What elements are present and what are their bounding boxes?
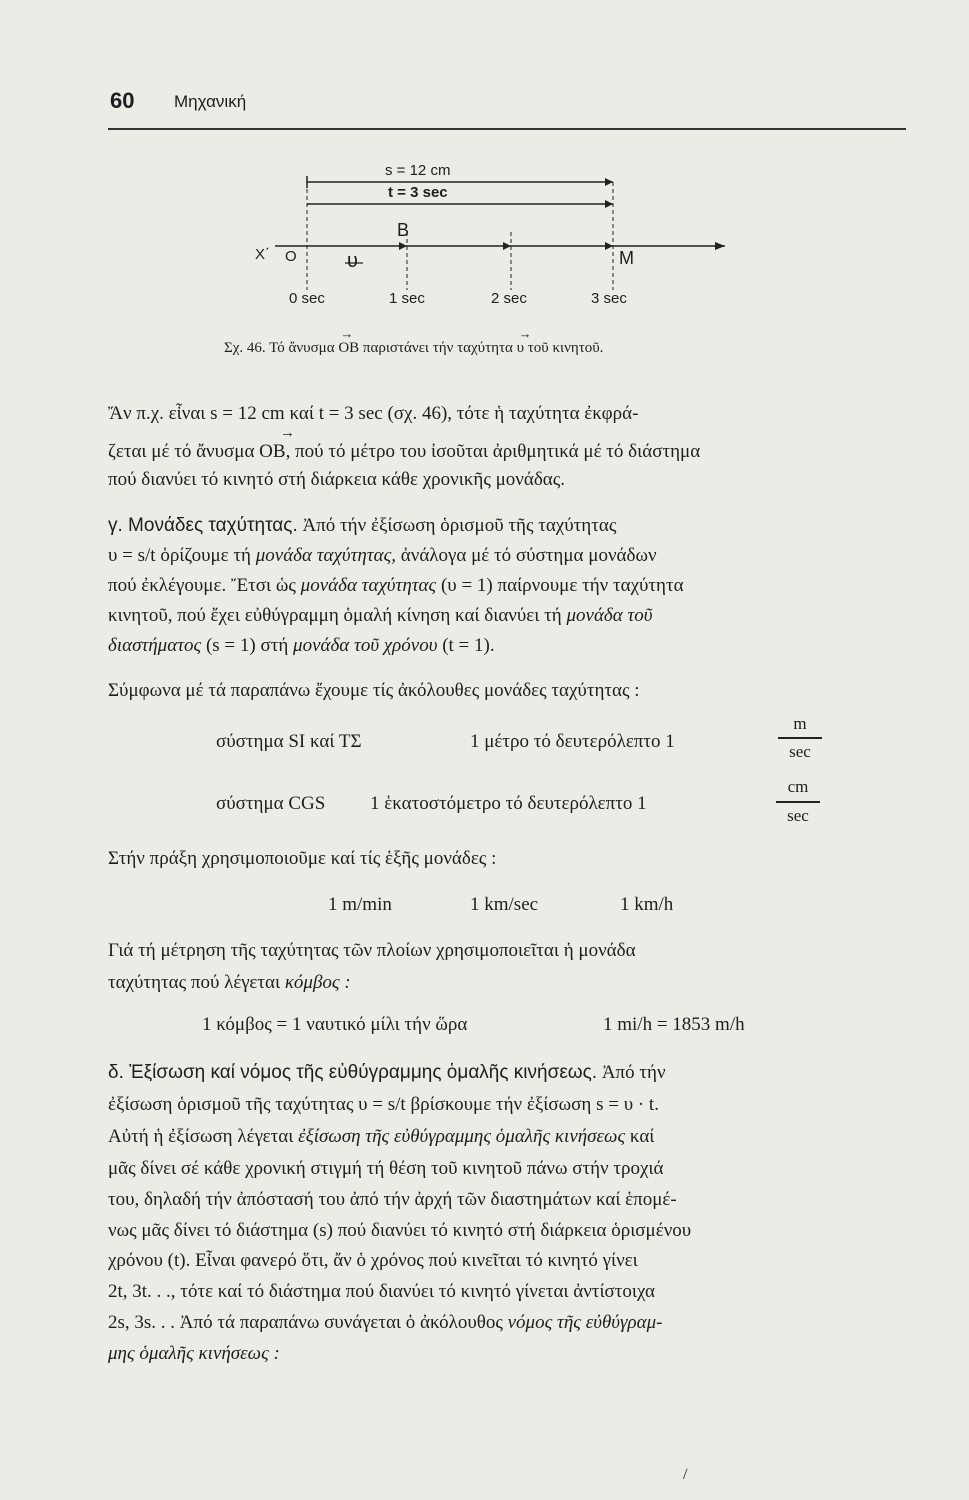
t-label: t = 3 sec — [388, 184, 448, 201]
x-prime-label: X΄ — [255, 246, 270, 263]
g-l2b: μονάδα ταχύτητας, — [255, 545, 397, 566]
section-g-line-4 — [108, 605, 906, 627]
ships-l2b: κόμβος : — [284, 972, 351, 993]
caption-suffix: τοῦ κινητοῦ. — [527, 340, 604, 356]
section-d-line-8: 2t, 3t. . ., τότε καί τό διάστημα πού διανύει τό κινητό γίνεται ἀντίστοιχα — [108, 1281, 656, 1302]
g-l4b: μονάδα τοῦ — [566, 605, 653, 626]
unit-km-h: 1 km/h — [620, 894, 674, 915]
figure-46 — [255, 160, 775, 320]
point-m-label: M — [619, 248, 634, 268]
segment-2-arrow-head — [503, 242, 511, 250]
caption-vector-ob: → OB — [338, 340, 359, 357]
section-d-line-2: ἐξίσωση ὁρισμοῦ τῆς ταχύτητας υ = s/t βρίσκουμε τήν ἐξίσωση s = υ · t. — [108, 1094, 659, 1115]
section-g-text-1: Ἀπό τήν ἐξίσωση ὁρισμοῦ τῆς ταχύτητας — [302, 515, 617, 536]
tick-0-label: 0 sec — [289, 290, 325, 307]
figure-caption — [224, 340, 603, 357]
si-system-label: σύστημα SI καί ΤΣ — [216, 731, 362, 752]
section-g-line-5 — [108, 635, 906, 657]
section-d-heading: δ. Ἐξίσωση καί νόμος τῆς εὐθύγραμμης ὁμαλῆς κινήσεως. — [108, 1062, 598, 1083]
caption-prefix: Σχ. 46. Τό ἄνυσμα — [224, 340, 335, 356]
d-l3c: καί — [625, 1126, 655, 1147]
g-l3a: πού ἐκλέγουμε. Ἔτσι ὡς — [108, 575, 301, 596]
tick-3-label: 3 sec — [591, 290, 627, 307]
g-l2a: υ = s/t ὁρίζουμε τή — [108, 545, 256, 566]
ships-l2a: ταχύτητας πού λέγεται — [108, 972, 285, 993]
unit-m-min: 1 m/min — [328, 894, 392, 915]
cgs-system-label: σύστημα CGS — [216, 793, 326, 814]
caption-middle: παριστάνει τήν ταχύτητα — [362, 340, 513, 356]
s-label: s = 12 cm — [385, 162, 451, 179]
section-d-line-10 — [108, 1343, 906, 1365]
d-l3a: Αὐτή ἡ ἐξίσωση λέγεται — [108, 1126, 299, 1147]
g-l5b: (s = 1) στή — [201, 635, 294, 656]
d-l10: μης ὁμαλῆς κινήσεως : — [108, 1343, 280, 1364]
page-number: 60 — [110, 88, 135, 113]
ob-arrow-head — [399, 242, 407, 250]
section-d-line-7: χρόνου (t). Εἶναι φανερό ὅτι, ἄν ὁ χρόνος πού κινεῖται τό κινητό γίνει — [108, 1250, 638, 1271]
point-b-label: B — [397, 220, 410, 240]
g-l3c: (υ = 1) παίρνουμε τήν ταχύτητα — [436, 575, 684, 596]
g-l3b: μονάδα ταχύτητας — [300, 575, 437, 596]
axis-arrow-head — [715, 242, 725, 250]
si-denominator: sec — [789, 742, 811, 761]
section-g-line-1 — [108, 515, 906, 537]
knot-conversion: 1 mi/h = 1853 m/h — [603, 1014, 745, 1035]
tick-1-label: 1 sec — [389, 290, 425, 307]
section-g-line-6: Σύμφωνα μέ τά παραπάνω ἔχουμε τίς ἀκόλουθες μονάδες ταχύτητας : — [108, 680, 640, 701]
tick-2-label: 2 sec — [491, 290, 527, 307]
unit-km-sec: 1 km/sec — [470, 894, 539, 915]
cgs-fraction-bar — [776, 801, 820, 803]
section-d-line-9 — [108, 1312, 906, 1334]
page-header — [108, 88, 906, 130]
section-d-line-5: του, δηλαδή τήν ἀπόστασή του ἀπό τήν ἀρχή τῶν διαστημάτων καί ἑπομέ- — [108, 1189, 677, 1210]
origin-label: O — [285, 248, 297, 265]
segment-3-arrow-head — [605, 242, 613, 250]
section-g-heading: γ. Μονάδες ταχύτητας. — [108, 515, 298, 536]
cgs-unit-name: 1 ἑκατοστόμετρο τό δευτερόλεπτο 1 — [370, 793, 647, 814]
running-title: Μηχανική — [174, 92, 247, 111]
section-g-line-2 — [108, 545, 906, 567]
p1-line-3: πού διανύει τό κινητό στή διάρκεια κάθε χρονικῆς μονάδας. — [108, 469, 566, 490]
p1-line-2: ζεται μέ τό ἄνυσμα ΟΒ, πού τό μέτρο του ἰσοῦται ἀριθμητικά μέ τό διάστημα — [108, 441, 701, 462]
knot-definition: 1 κόμβος = 1 ναυτικό μίλι τήν ὥρα — [202, 1014, 468, 1035]
cgs-numerator: cm — [787, 777, 809, 796]
g-l5a: διαστήματος — [108, 635, 202, 656]
d-l9a: 2s, 3s. . . Ἀπό τά παραπάνω συνάγεται ὁ ἀκόλουθος — [108, 1312, 508, 1333]
si-fraction-bar — [778, 737, 822, 739]
footer-mark: / — [683, 1466, 688, 1483]
g-l5c: μονάδα τοῦ χρόνου — [293, 635, 438, 656]
section-d-line-4: μᾶς δίνει σέ κάθε χρονική στιγμή τή θέση τοῦ κινητοῦ πάνω στήν τροχιά — [108, 1158, 664, 1179]
ships-line-2 — [108, 972, 906, 994]
s-arrow-head — [605, 178, 613, 186]
d-l3b: ἐξίσωση τῆς εὐθύγραμμης ὁμαλῆς κινήσεως — [298, 1126, 626, 1147]
section-g-line-3 — [108, 575, 906, 597]
section-d-line-1 — [108, 1062, 906, 1084]
section-d-line-3 — [108, 1126, 906, 1148]
si-unit-name: 1 μέτρο τό δευτερόλεπτο 1 — [470, 731, 675, 752]
d-l9b: νόμος τῆς εὐθύγραμ- — [507, 1312, 663, 1333]
practice-intro: Στήν πράξη χρησιμοποιοῦμε καί τίς ἑξῆς μονάδες : — [108, 848, 497, 869]
section-d-line-6: νως μᾶς δίνει τό διάστημα (s) πού διανύει τό κινητό στή διάρκεια ὁρισμένου — [108, 1220, 692, 1241]
p1-line-1: Ἄν π.χ. εἶναι s = 12 cm καί t = 3 sec (σχ. 46), τότε ἡ ταχύτητα ἐκφρά- — [108, 403, 639, 424]
g-l5d: (t = 1). — [437, 635, 495, 656]
cgs-denominator: sec — [787, 806, 809, 825]
caption-vector-v: → υ — [517, 340, 524, 357]
si-numerator: m — [793, 714, 807, 733]
ships-line-1: Γιά τή μέτρηση τῆς ταχύτητας τῶν πλοίων χρησιμοποιεῖται ἡ μονάδα — [108, 940, 636, 961]
v-symbol: υ — [347, 250, 358, 272]
t-arrow-head — [605, 200, 613, 208]
section-d-text-1: Ἀπό τήν — [601, 1062, 666, 1083]
g-l2c: ἀνάλογα μέ τό σύστημα μονάδων — [396, 545, 657, 566]
g-l4a: κινητοῦ, πού ἔχει εὐθύγραμμη ὁμαλή κίνηση καί διανύει τή — [108, 605, 567, 626]
ob-vector-arrow: → — [280, 425, 295, 441]
